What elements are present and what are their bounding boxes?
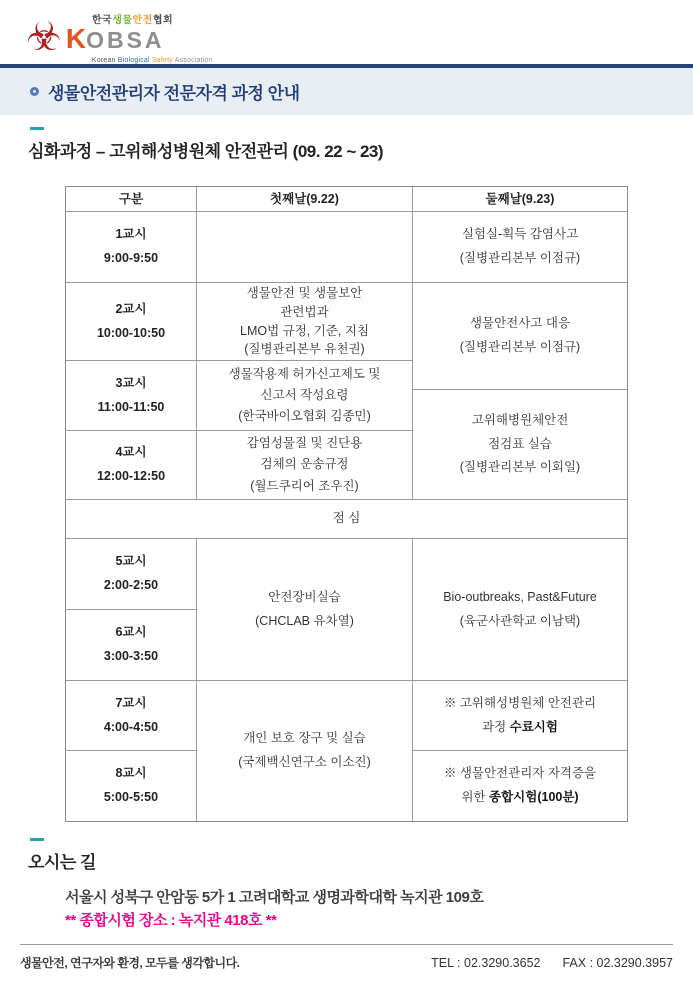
period-8-cell: 8교시 5:00-5:50 — [66, 751, 196, 821]
lunch-row: 점 심 — [66, 500, 627, 538]
biohazard-icon: ☣ — [26, 15, 62, 59]
day2-period3-4-cell: 고위해병원체안전 점검표 실습 (질병관리본부 이회일) — [413, 390, 627, 499]
period-6-cell: 6교시 3:00-3:50 — [66, 610, 196, 680]
teal-dash-icon — [30, 838, 44, 841]
page-header — [0, 68, 693, 115]
day1-period2-cell: 생물안전 및 생물보안 관련법과 LMO법 규정, 기준, 지침 (질병관리본부 유천권) — [197, 283, 412, 360]
kobsa-logo — [0, 0, 693, 62]
col-header-day1: 첫째날(9.22) — [197, 187, 412, 211]
footer-fax: FAX : 02.3290.3957 — [562, 956, 673, 970]
page-footer — [20, 944, 673, 971]
period-1-cell: 1교시 9:00-9:50 — [66, 212, 196, 282]
course-section-title — [28, 127, 693, 162]
period-2-cell: 2교시 10:00-10:50 — [66, 283, 196, 360]
page-title: 생물안전관리자 전문자격 과정 안내 — [48, 84, 300, 103]
day2-period5-6-cell: Bio-outbreaks, Past&Future (육군사관학교 이남택) — [413, 539, 627, 680]
day2-period1-cell: 실험실-획득 감염사고 (질병관리본부 이점규) — [413, 212, 627, 282]
period-7-cell: 7교시 4:00-4:50 — [66, 681, 196, 750]
directions-section-title — [28, 838, 693, 873]
period-4-cell: 4교시 12:00-12:50 — [66, 431, 196, 499]
period-3-cell: 3교시 11:00-11:50 — [66, 361, 196, 430]
day2-period2-3-cell: 생물안전사고 대응 (질병관리본부 이점규) — [413, 283, 627, 389]
day1-period4-cell: 감염성물질 및 진단용 검체의 운송규정 (월드쿠리어 조우진) — [197, 431, 412, 499]
logo-korean-name: 한국생물안전협회 — [91, 14, 174, 26]
exam-location-note: ** 종합시험 장소 : 녹지관 418호 ** — [65, 911, 277, 929]
period-5-cell: 5교시 2:00-2:50 — [66, 539, 196, 609]
bullet-ring-icon — [30, 87, 39, 96]
directions-title: 오시는 길 — [28, 853, 96, 872]
day1-period1-cell — [197, 212, 412, 282]
day1-period7-8-cell: 개인 보호 장구 및 실습 (국제백신연구소 이소진) — [197, 681, 412, 821]
col-header-day2: 둘째날(9.23) — [413, 187, 627, 211]
day1-period5-6-cell: 안전장비실습 (CHCLAB 유차열) — [197, 539, 412, 680]
col-header-category: 구분 — [66, 187, 196, 211]
schedule-table — [65, 186, 628, 822]
day2-period8-cell: ※ 생물안전관리자 자격증을 위한 종합시험(100분) — [413, 751, 627, 821]
venue-address: 서울시 성북구 안암동 5가 1 고려대학교 생명과학대학 녹지관 109호 — [65, 889, 484, 906]
course-title: 심화과정 – 고위해성병원체 안전관리 (09. 22 ~ 23) — [28, 142, 384, 161]
logo-english-name: Korean Biological Safety Association — [91, 56, 213, 64]
footer-slogan: 생물안전, 연구자와 환경, 모두를 생각합니다. — [20, 956, 240, 970]
address-block — [65, 887, 693, 932]
logo-acronym: KOBSA — [65, 22, 165, 54]
day2-period7-cell: ※ 고위해성병원체 안전관리 과정 수료시험 — [413, 681, 627, 750]
footer-contact — [409, 956, 673, 970]
teal-dash-icon — [30, 127, 44, 130]
footer-tel: TEL : 02.3290.3652 — [431, 956, 541, 970]
day1-period3-cell: 생물작용제 허가신고제도 및 신고서 작성요령 (한국바이오협회 김종민) — [197, 361, 412, 430]
logo-text — [66, 11, 213, 64]
